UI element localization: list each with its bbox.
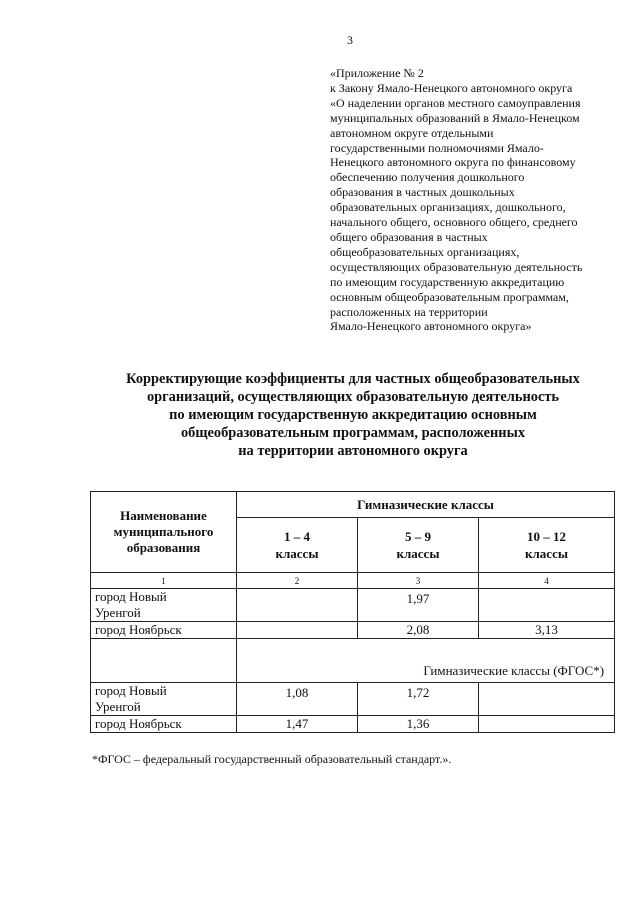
municipality-cell	[91, 622, 237, 639]
column-number: 4	[479, 573, 615, 589]
empty-cell	[91, 639, 237, 683]
annex-line: «Приложение № 2	[330, 66, 424, 80]
value-cell	[479, 589, 615, 622]
header-line: классы	[525, 546, 568, 561]
header-line: классы	[396, 546, 440, 561]
annex-line: муниципальных образований в Ямало-Ненецком	[330, 110, 580, 125]
value-cell: 1,08	[237, 683, 358, 716]
annex-line: государственными полномочиями Ямало-	[330, 140, 544, 155]
municipality-cell	[91, 716, 237, 733]
header-line: Наименование	[120, 508, 207, 523]
value-cell: 1,72	[358, 683, 479, 716]
column-number: 3	[358, 573, 479, 589]
table-row	[91, 716, 615, 733]
title-line: организаций, осуществляющих образовательную деятельность	[146, 389, 560, 405]
value-cell: 1,97	[358, 589, 479, 622]
header-gymnasium-fgos: Гимназические классы (ФГОС*)	[237, 639, 615, 683]
title-line: Корректирующие коэффициенты для частных общеобразовательных	[126, 371, 580, 387]
title-line: общеобразовательным программам, расположенных	[180, 425, 526, 441]
annex-line: автономном округе отдельными	[330, 125, 494, 140]
table-row	[91, 589, 615, 622]
annex-line: образовательных организациях, дошкольного,	[330, 200, 566, 215]
municipality-cell	[91, 589, 237, 622]
header-line: 10 – 12	[527, 529, 567, 544]
municipality-line: город Ноябрьск	[95, 716, 182, 731]
annex-line: к Закону Ямало-Ненецкого автономного округа	[330, 80, 573, 95]
footnote: *ФГОС – федеральный государственный образовательный стандарт.».	[92, 752, 452, 766]
header-gymnasium-classes: Гимназические классы	[237, 492, 615, 518]
header-line: классы	[275, 546, 319, 561]
header-grades-1-4	[237, 518, 358, 573]
header-line: 1 – 4	[284, 529, 310, 544]
value-cell: 1,47	[237, 716, 358, 733]
annex-line: Ненецкого автономного округа по финансовому	[330, 155, 576, 170]
municipality-line: город Новый	[95, 589, 167, 604]
annex-line: общего образования в частных	[330, 229, 488, 244]
annex-line: «О наделении органов местного самоуправления	[330, 95, 581, 110]
annex-line: расположенных на территории	[330, 304, 488, 319]
column-number: 1	[91, 573, 237, 589]
municipality-cell	[91, 683, 237, 716]
annex-line: по имеющим государственную аккредитацию	[330, 274, 565, 289]
value-cell: 2,08	[358, 622, 479, 639]
annex-line: начального общего, основного общего, среднего	[330, 215, 578, 230]
header-line: муниципального	[113, 524, 214, 539]
header-line: образования	[126, 540, 201, 555]
title-line: на территории автономного округа	[238, 443, 468, 459]
municipality-line: Уренгой	[95, 699, 141, 714]
column-number-row	[91, 573, 615, 589]
header-line: 5 – 9	[405, 529, 431, 544]
header-municipality	[91, 492, 237, 573]
municipality-line: город Ноябрьск	[95, 622, 182, 637]
value-cell: 1,36	[358, 716, 479, 733]
annex-line: общеобразовательных организациях,	[330, 244, 520, 259]
value-cell	[237, 589, 358, 622]
annex-line: основным общеобразовательным программам,	[330, 289, 569, 304]
municipality-line: Уренгой	[95, 605, 141, 620]
value-cell	[479, 716, 615, 733]
value-cell	[479, 683, 615, 716]
header-grades-5-9	[358, 518, 479, 573]
annex-reference	[330, 66, 630, 334]
annex-line: осуществляющих образовательную деятельность	[330, 259, 583, 274]
annex-line: Ямало-Ненецкого автономного округа»	[330, 319, 532, 334]
table-row	[91, 683, 615, 716]
page-number: 3	[347, 33, 353, 47]
header-grades-10-12	[479, 518, 615, 573]
fgos-header-row	[91, 639, 615, 683]
document-title	[60, 370, 640, 460]
municipality-line: город Новый	[95, 683, 167, 698]
column-number: 2	[237, 573, 358, 589]
annex-line: обеспечению получения дошкольного	[330, 170, 525, 185]
annex-line: образования в частных дошкольных	[330, 185, 515, 200]
title-line: по имеющим государственную аккредитацию основным	[169, 407, 537, 423]
value-cell: 3,13	[479, 622, 615, 639]
value-cell	[237, 622, 358, 639]
coefficients-table	[90, 491, 615, 733]
table-row	[91, 622, 615, 639]
